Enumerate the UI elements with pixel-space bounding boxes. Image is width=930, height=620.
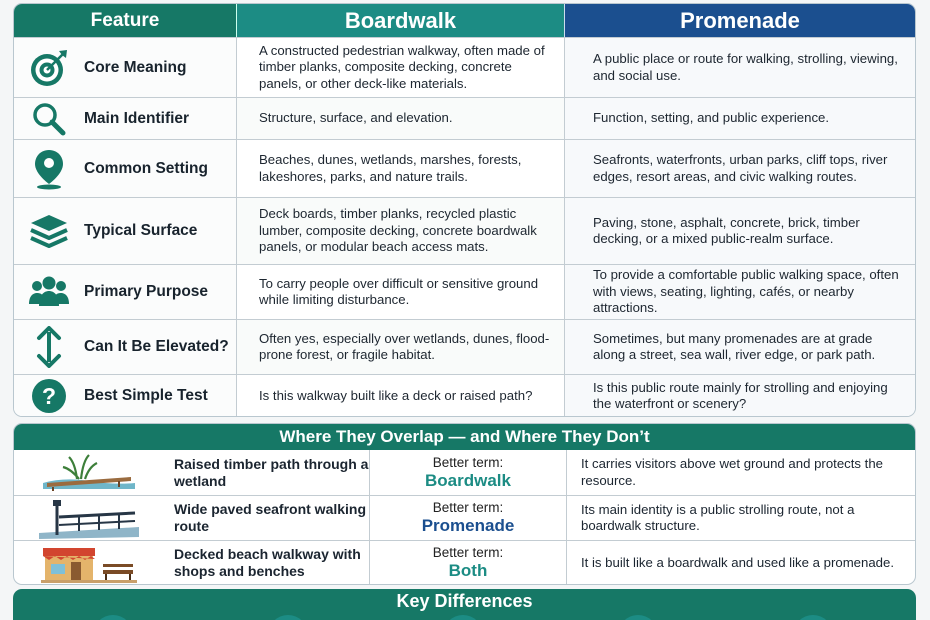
table-row: [14, 139, 915, 197]
map-pin-icon: [14, 148, 84, 190]
promenade-cell: A public place or route for walking, strolling, viewing, and social use.: [564, 38, 915, 97]
difference-badge-icon: [93, 615, 133, 620]
boardwalk-cell: Is this walkway built like a deck or raised path?: [236, 375, 564, 417]
svg-text:?: ?: [41, 383, 57, 409]
people-icon: [14, 274, 84, 310]
better-term-value: Both: [448, 561, 488, 580]
promenade-cell: To provide a comfortable public walking space, often with views, seating, lighting, cafés, or nearby attractions.: [564, 265, 915, 319]
overlap-scenario: Decked beach walkway with shops and benches: [174, 546, 361, 579]
better-term-label: Better term:: [432, 454, 504, 470]
boardwalk-cell: Beaches, dunes, wetlands, marshes, forests, lakeshores, parks, and nature trails.: [236, 140, 564, 197]
better-term-label: Better term:: [432, 500, 504, 515]
feature-label: Typical Surface: [84, 222, 198, 239]
table-row: [14, 319, 915, 374]
table-row: [14, 374, 915, 417]
feature-label: Can It Be Elevated?: [84, 338, 229, 355]
key-differences-title: Key Differences: [396, 590, 533, 611]
table-row: [14, 197, 915, 264]
feature-label: Main Identifier: [84, 109, 190, 127]
header-promenade: Promenade: [564, 4, 915, 37]
difference-badge-icon: [793, 615, 833, 620]
feature-label: Common Setting: [84, 159, 208, 177]
feature-label: Core Meaning: [84, 58, 187, 76]
promenade-cell: Function, setting, and public experience.: [564, 98, 915, 139]
overlap-section: [13, 423, 916, 585]
header-feature: Feature: [14, 4, 236, 37]
boardwalk-cell: Structure, surface, and elevation.: [236, 98, 564, 139]
vertical-arrows-icon: [14, 326, 84, 368]
overlap-reason: It carries visitors above wet ground and protects the resource.: [581, 456, 883, 488]
question-icon: [14, 378, 84, 414]
better-term-value: Boardwalk: [425, 470, 511, 490]
comparison-table: [13, 3, 916, 417]
magnifier-icon: [14, 101, 84, 137]
promenade-cell: Is this public route mainly for strolling and enjoying the waterfront or scenery?: [564, 375, 915, 417]
boardwalk-cell: Often yes, especially over wetlands, dunes, flood-prone forest, or fragile habitat.: [236, 320, 564, 374]
overlap-scenario: Raised timber path through a wetland: [174, 455, 369, 489]
promenade-cell: Seafronts, waterfronts, urban parks, cliff tops, river edges, resort areas, and civic walking routes.: [564, 140, 915, 197]
overlap-title: Where They Overlap — and Where They Don’t: [14, 424, 915, 450]
header-boardwalk: Boardwalk: [236, 4, 564, 37]
boardwalk-cell: To carry people over difficult or sensitive ground while limiting disturbance.: [236, 265, 564, 319]
difference-badge-icon: [618, 615, 658, 620]
table-row: [14, 264, 915, 319]
difference-badge-icon: [268, 615, 308, 620]
overlap-scenario: Wide paved seafront walking route: [174, 501, 367, 534]
target-icon: [14, 48, 84, 88]
better-term-value: Promenade: [421, 516, 515, 535]
promenade-cell: Paving, stone, asphalt, concrete, brick, timber decking, or a mixed public-realm surface.: [564, 198, 915, 264]
promenade-cell: Sometimes, but many promenades are at grade along a street, sea wall, river edge, or park path.: [564, 320, 915, 374]
beach-shop-icon: [14, 541, 164, 585]
feature-label: Best Simple Test: [84, 387, 208, 404]
overlap-row: [14, 495, 915, 540]
wetland-boardwalk-icon: [14, 450, 164, 495]
overlap-row: [14, 540, 915, 585]
overlap-reason: It is built like a boardwalk and used like a promenade.: [581, 554, 895, 570]
overlap-row: [14, 450, 915, 495]
table-row: [14, 97, 915, 139]
key-differences-section: [13, 589, 916, 620]
seafront-railing-icon: [14, 496, 164, 540]
boardwalk-cell: A constructed pedestrian walkway, often made of timber planks, composite decking, concrete panels, or other deck-like materials.: [236, 38, 564, 97]
table-header: [14, 4, 915, 37]
table-row: [14, 37, 915, 97]
layers-icon: [14, 211, 84, 251]
difference-badge-icon: [443, 615, 483, 620]
better-term-label: Better term:: [432, 545, 504, 560]
overlap-reason: Its main identity is a public strolling route, not a boardwalk structure.: [581, 501, 855, 533]
feature-label: Primary Purpose: [84, 283, 209, 300]
boardwalk-cell: Deck boards, timber planks, recycled plastic lumber, composite decking, concrete boardwalk panels, or modular beach access mats.: [236, 198, 564, 264]
